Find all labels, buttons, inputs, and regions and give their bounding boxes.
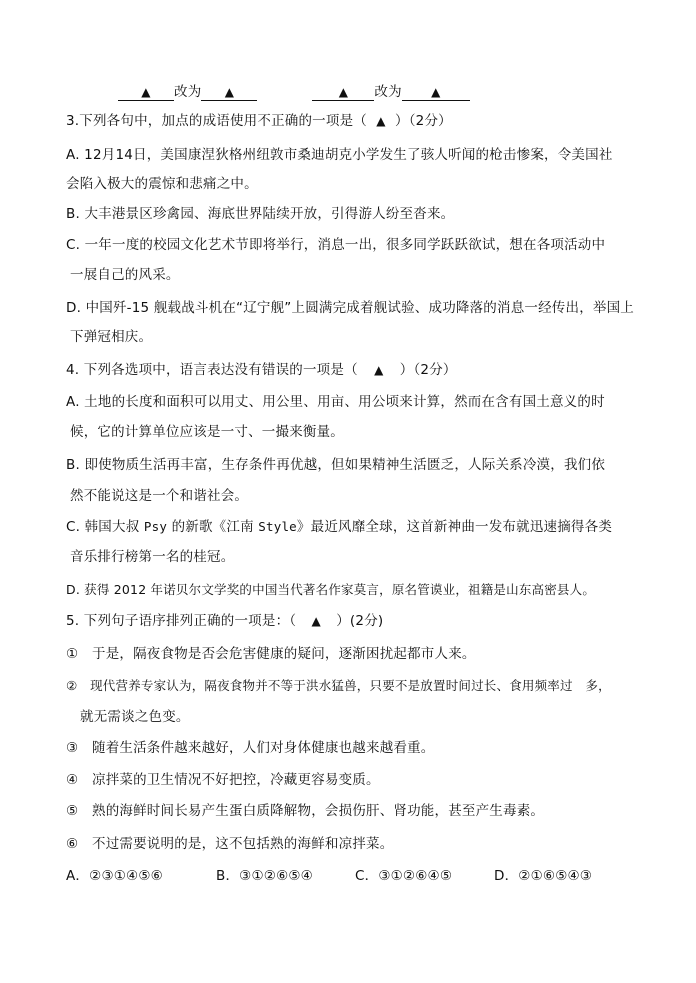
- change-to-label: 改为: [174, 84, 202, 100]
- sentence-6: ⑥ 不过需要说明的是，这不包括熟的海鲜和凉拌菜。: [66, 836, 394, 852]
- sentence-2-line2: 就无需谈之色变。: [80, 709, 190, 725]
- q5-option-d: D．②①⑥⑤④③: [494, 868, 593, 884]
- change-to-label: 改为: [374, 84, 402, 100]
- answer-marker: ▲: [311, 614, 321, 628]
- sentence-2-line1: ② 现代营养专家认为，隔夜食物并不等于洪水猛兽，只要不是放置时间过长、食用频率过 多，: [66, 678, 611, 693]
- question-4-stem: 4. 下列各选项中，语言表达没有错误的一项是（ ▲ ）（2分）: [66, 362, 457, 378]
- q4-option-c-line2: 音乐排行榜第一名的桂冠。: [70, 549, 235, 565]
- sentence-3: ③ 随着生活条件越来越好，人们对身体健康也越来越看重。: [66, 740, 435, 756]
- q3-option-c-line1: C. 一年一度的校园文化艺术节即将举行，消息一出，很多同学跃跃欲试，想在各项活动中: [66, 237, 606, 253]
- answer-blank[interactable]: ▲: [312, 84, 374, 101]
- answer-marker: ▲: [376, 114, 386, 128]
- question-3-stem: 3.下列各句中，加点的成语使用不正确的一项是（ ▲ ）（2分）: [66, 113, 452, 129]
- q4-option-d: D. 获得 2012 年诺贝尔文学奖的中国当代著名作家莫言，原名管谟业，祖籍是山东高密县人。: [66, 582, 596, 597]
- q5-option-b: B．③①②⑥⑤④: [216, 868, 313, 884]
- answer-blank[interactable]: ▲: [402, 84, 470, 101]
- answer-marker: ▲: [374, 363, 384, 377]
- q4-option-a-line1: A. 土地的长度和面积可以用丈、用公里、用亩、用公顷来计算，然而在含有国土意义的时: [66, 394, 605, 410]
- q3-option-d-line2: 下弹冠相庆。: [70, 329, 153, 345]
- q4-option-a-line2: 候，它的计算单位应该是一寸、一撮来衡量。: [70, 424, 344, 440]
- sentence-1: ① 于是，隔夜食物是否会危害健康的疑问，逐渐困扰起都市人来。: [66, 646, 476, 662]
- q3-option-b: B. 大丰港景区珍禽园、海底世界陆续开放，引得游人纷至沓来。: [66, 206, 455, 222]
- sentence-4: ④ 凉拌菜的卫生情况不好把控，冷藏更容易变质。: [66, 772, 380, 788]
- q3-option-a-line1: A. 12月14日，美国康涅狄格州纽敦市桑迪胡克小学发生了骇人听闻的枪击惨案，令美国社: [66, 147, 613, 163]
- answer-blank[interactable]: ▲: [201, 84, 257, 101]
- q4-option-b-line1: B. 即使物质生活再丰富，生存条件再优越，但如果精神生活匮乏，人际关系冷漠，我们依: [66, 457, 606, 473]
- q3-option-d-line1: D. 中国歼-15 舰载战斗机在“辽宁舰”上圆满完成着舰试验、成功降落的消息一经传出，举国上: [66, 300, 635, 316]
- sentence-5: ⑤ 熟的海鲜时间长易产生蛋白质降解物，会损伤肝、肾功能，甚至产生毒素。: [66, 803, 545, 819]
- q3-option-a-line2: 会陷入极大的震惊和悲痛之中。: [66, 176, 258, 192]
- q3-option-c-line2: 一展自己的风采。: [70, 267, 180, 283]
- q5-option-c: C．③①②⑥④⑤: [355, 868, 453, 884]
- q4-option-c-line1: C. 韩国大叔 Psy 的新歌《江南 Style》最近风靡全球，这首新神曲一发布就迅速摘得各类: [66, 519, 613, 535]
- q4-option-b-line2: 然不能说这是一个和谐社会。: [70, 488, 249, 504]
- answer-blank[interactable]: ▲: [118, 84, 174, 101]
- q5-option-a: A．②③①④⑤⑥: [66, 868, 163, 884]
- question-5-stem: 5. 下列句子语序排列正确的一项是：（ ▲ ）(2分): [66, 613, 384, 629]
- correction-row: [118, 82, 470, 102]
